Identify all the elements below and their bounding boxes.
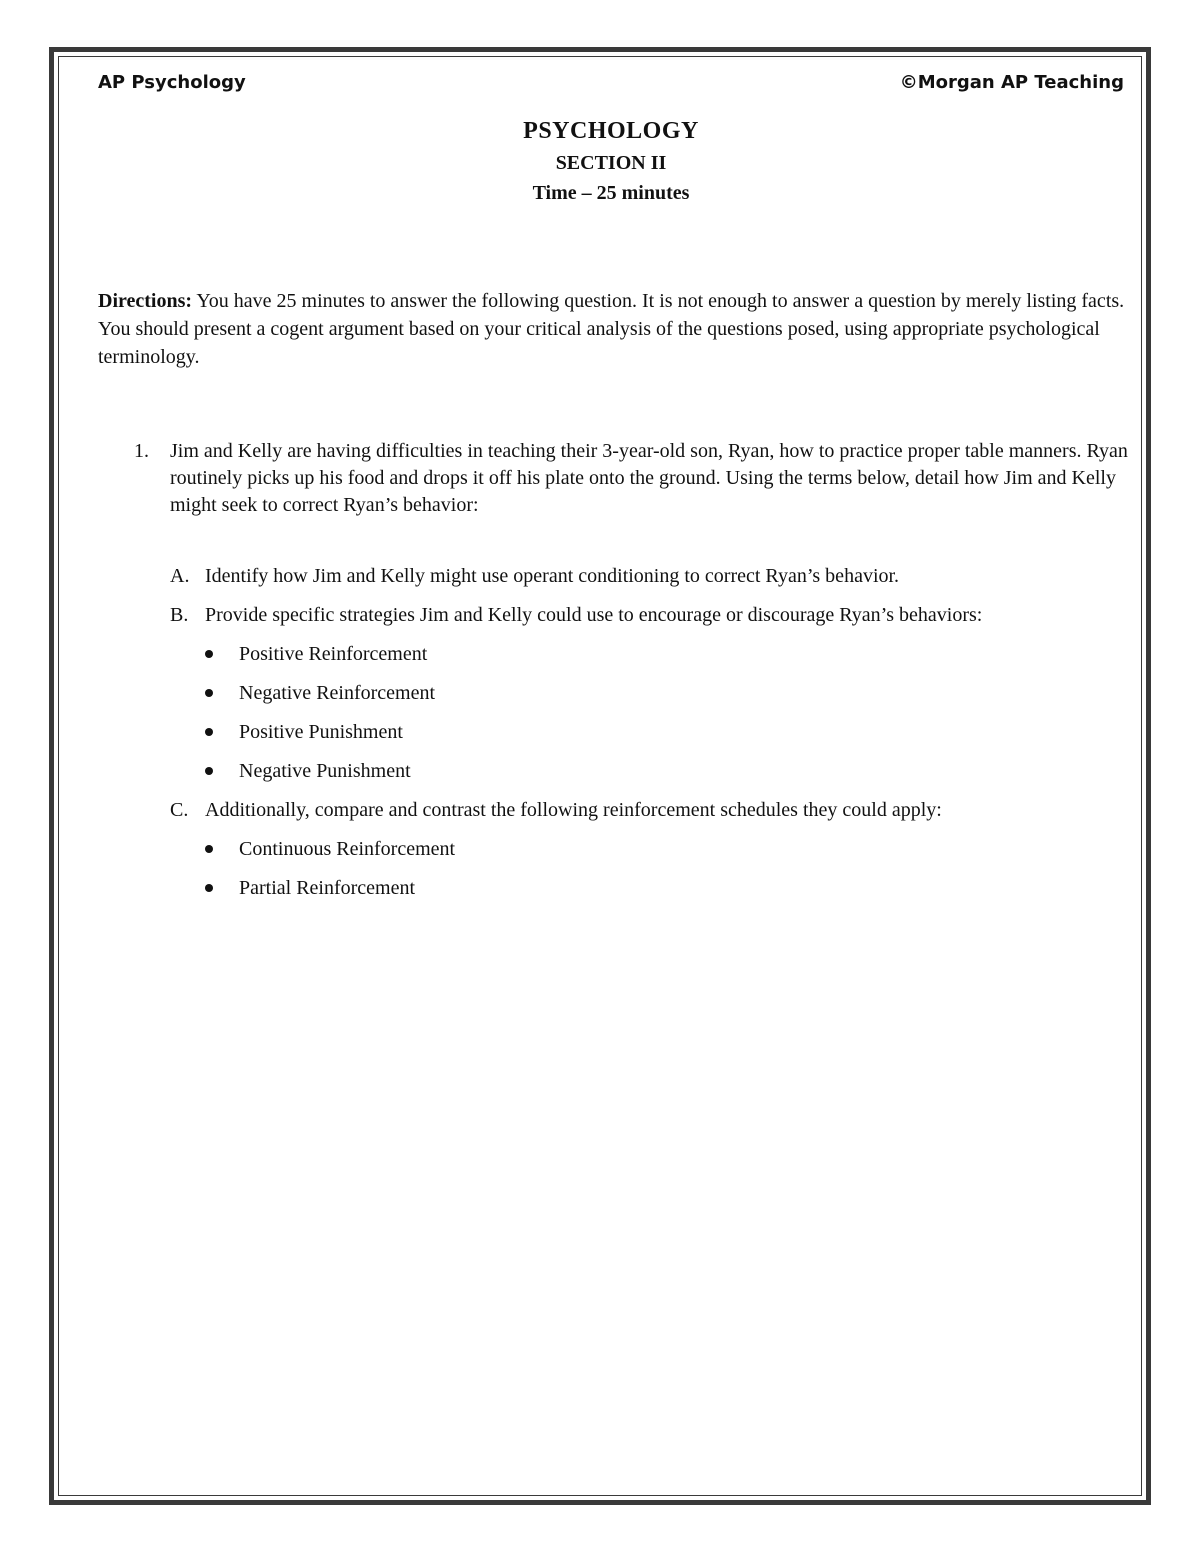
bullet-item xyxy=(98,719,1128,758)
bullet-item xyxy=(98,875,1128,914)
title-block xyxy=(98,114,1124,208)
page-header xyxy=(98,72,1124,98)
bullet-item xyxy=(98,758,1128,797)
subpart-c xyxy=(98,797,1128,836)
question-1 xyxy=(98,438,1128,519)
bullet-text: Negative Reinforcement xyxy=(239,682,436,704)
header-copyright: ©Morgan AP Teaching xyxy=(899,72,1124,93)
bullet-text: Continuous Reinforcement xyxy=(239,838,456,860)
bullet-item xyxy=(98,836,1128,875)
bullet-icon xyxy=(205,650,213,658)
bullet-item xyxy=(98,680,1128,719)
subpart-letter: B. xyxy=(170,604,189,626)
page-title: PSYCHOLOGY xyxy=(523,118,699,144)
directions-label: Directions: xyxy=(98,290,193,312)
question-number: 1. xyxy=(134,440,149,462)
section-label: SECTION II xyxy=(555,152,667,174)
question-subparts xyxy=(98,563,1128,914)
subpart-text: Additionally, compare and contrast the following reinforcement schedules they could apply: xyxy=(205,799,942,821)
bullet-text: Partial Reinforcement xyxy=(239,877,416,899)
bullet-text: Positive Reinforcement xyxy=(239,643,428,665)
subpart-b xyxy=(98,602,1128,641)
subpart-letter: C. xyxy=(170,799,189,821)
bullet-text: Positive Punishment xyxy=(239,721,403,743)
subpart-a xyxy=(98,563,1128,602)
header-course-name: AP Psychology xyxy=(98,72,246,93)
bullet-text: Negative Punishment xyxy=(239,760,411,782)
question-text: Jim and Kelly are having difficulties in teaching their 3-year-old son, Ryan, how to practice proper table manners. Ryan routinely picks up his food and drops it off his plate onto the ground. Using the terms below, detail how Jim and Kelly might seek to correct Ryan’s behavior: xyxy=(170,440,1128,516)
bullet-icon xyxy=(205,728,213,736)
bullet-item xyxy=(98,641,1128,680)
time-limit: Time – 25 minutes xyxy=(532,182,690,204)
bullet-icon xyxy=(205,767,213,775)
subpart-text: Identify how Jim and Kelly might use operant conditioning to correct Ryan’s behavior. xyxy=(205,565,900,587)
bullet-icon xyxy=(205,845,213,853)
subpart-letter: A. xyxy=(170,565,190,587)
bullet-icon xyxy=(205,884,213,892)
subpart-text: Provide specific strategies Jim and Kelly could use to encourage or discourage Ryan’s behaviors: xyxy=(205,604,983,626)
directions-paragraph xyxy=(98,287,1128,371)
directions-text: You have 25 minutes to answer the following question. It is not enough to answer a question by merely listing facts. You should present a cogent argument based on your critical analysis of the questions posed, using appropriate psychological terminology. xyxy=(98,290,1125,368)
bullet-icon xyxy=(205,689,213,697)
